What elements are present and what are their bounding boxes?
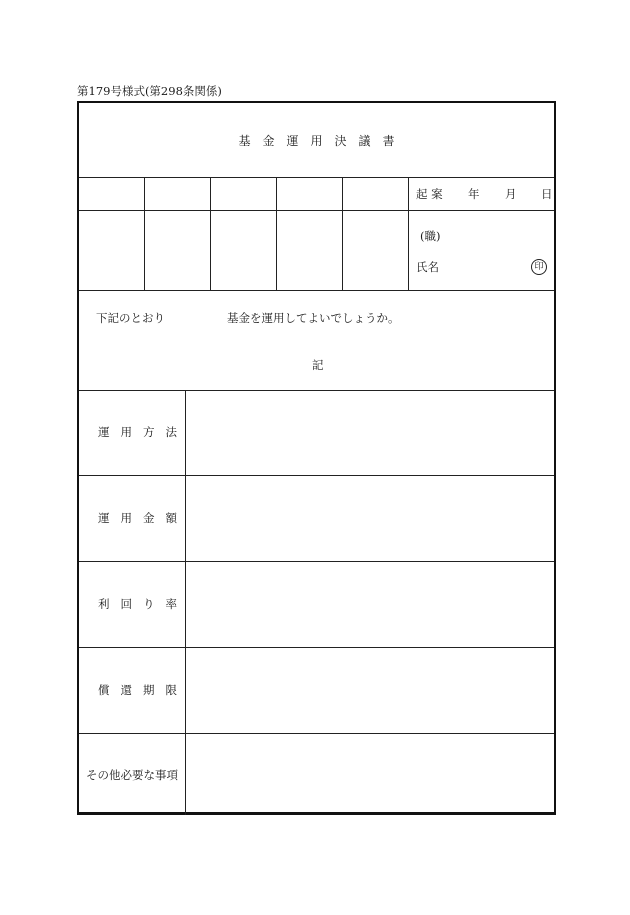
divider bbox=[79, 177, 554, 178]
form-title: 基金運用決議書 bbox=[238, 134, 407, 148]
row-label-amount: 運用金額 bbox=[98, 511, 188, 525]
row-label-other: その他必要な事項 bbox=[86, 768, 178, 782]
divider bbox=[79, 475, 554, 476]
stamp-column-divider bbox=[342, 177, 343, 290]
statement-body: 基金を運用してよいでしょうか。 bbox=[227, 311, 400, 325]
divider bbox=[79, 210, 554, 211]
name-label: 氏名 bbox=[416, 260, 439, 274]
divider bbox=[79, 733, 554, 734]
day-label: 日 bbox=[541, 187, 553, 201]
row-label-maturity: 償還期限 bbox=[98, 683, 188, 697]
year-label: 年 bbox=[468, 187, 480, 201]
statement-lead: 下記のとおり bbox=[96, 311, 165, 325]
ki-label: 記 bbox=[312, 358, 324, 372]
row-label-method: 運用方法 bbox=[98, 425, 188, 439]
divider bbox=[79, 390, 554, 391]
form-number-label: 第179号様式(第298条関係) bbox=[77, 84, 222, 98]
month-label: 月 bbox=[505, 187, 517, 201]
fund-operation-resolution-form bbox=[77, 101, 556, 815]
row-label-yield: 利回り率 bbox=[98, 597, 188, 611]
divider bbox=[79, 561, 554, 562]
stamp-column-divider bbox=[276, 177, 277, 290]
divider bbox=[79, 647, 554, 648]
seal-mark: 印 bbox=[531, 259, 547, 275]
divider bbox=[79, 290, 554, 291]
position-label: (職) bbox=[420, 229, 441, 243]
stamp-column-divider bbox=[144, 177, 145, 290]
stamp-column-divider bbox=[408, 177, 409, 290]
stamp-column-divider bbox=[210, 177, 211, 290]
kian-label: 起 案 bbox=[416, 187, 443, 201]
